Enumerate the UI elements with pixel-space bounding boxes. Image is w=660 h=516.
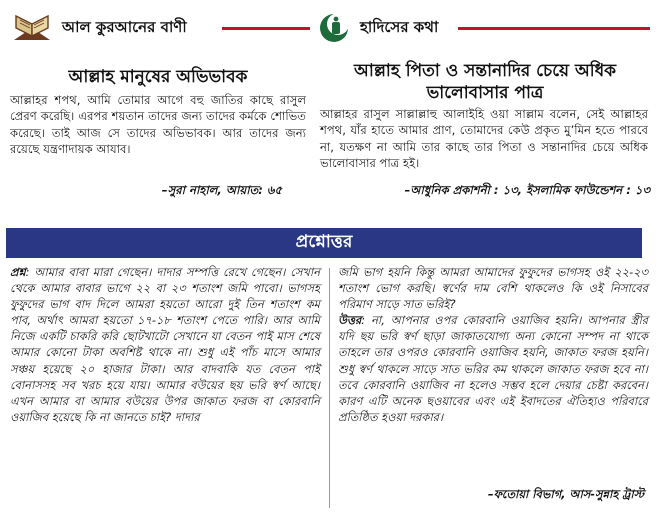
hadith-section-header [316,6,656,46]
hadith-crescent-icon [316,10,352,44]
hadith-article-body: আল্লাহর রাসুল সাল্লাল্লাহু আলাইহি ওয়া সাল্লাম বলেন, সেই আল্লাহর শপথ, যাঁর হাতে আমার প্রাণ, তোমাদের কেউ প্রকৃত মু’মিন হতে পারবে না, যতক্ষণ না আমি তার কাছে তার পিতা ও সন্তানাদির চেয়ে অধিক ভালোবাসার পাত্র হই। [320,107,648,171]
quran-header-title: আল কুরআনের বাণী [62,18,187,36]
qa-answer-block [338,264,648,425]
question-text: : আমার বাবা মারা গেছেন। দাদার সম্পত্তি রেখে গেছেন। সেখান থেকে আমার বাবার ভাগে ২২ বা ২৩ শতাংশ জমি পাবো। ভাগসহ ফুফুদের ভাগ বাদ দিলে আমরা হয়তো আরো দুই তিন শতাংশ কম পাব, অর্থাৎ আমরা হয়তো ১৭-১৮ শতাংশ পেতে পারি। আর আমি নিজে একটি চাকরি করি ছোটখাটো সেখানে যা বেতন পাই মাস শেষে আমার কোনো টাকা অবশিষ্ট থাকে না। শুধু এই পাঁচ মাসে আমার সঞ্চয় হয়েছে ২০ হাজার টাকা। আর বাদবাকি যত বেতন পাই বোনাসসহ সব খরচ হয়ে যায়। আমার বউয়ের ছয় ভরি স্বর্ণ আছে। এখন আমার বা আমার বউয়ের উপর জাকাত ফরজ বা কোরবানি ওয়াজিব হয়েছে কি না জানতে চাই? দাদার [10,265,320,424]
quran-header-rule [222,27,310,30]
quran-section-header [6,6,312,46]
hadith-article-title: আল্লাহ পিতা ও সন্তানাদির চেয়ে অধিক ভালোবাসার পাত্র [354,61,616,103]
quran-book-icon [10,10,56,44]
quran-article-body: আল্লাহর শপথ, আমি তোমার আগে বহু জাতির কাছে রাসুল প্রেরণ করেছি। এরপর শয়তান তাদের জন্য তাদের কর্মকে শোভিত করেছে। তাই আজ সে তাদের অভিভাবক। আর তাদের জন্য রয়েছে যন্ত্রণাদায়ক আযাব। [10,93,306,157]
qa-question-block [10,264,320,425]
qa-banner-title: প্রশ্নোত্তর [295,232,353,252]
answer-label: উত্তর [338,313,362,328]
qa-source: –ফতোয়া বিভাগ, আস-সুন্নাহ ট্রাস্ট [487,487,644,501]
answer-text: : না, আপনার ওপর কোরবানি ওয়াজিব হয়নি। আপনার স্ত্রীর যদি ছয় ভরি স্বর্ণ ছাড়া জাকাতযোগ্য অন্য কোনো সম্পদ না থাকে তাহলে তার ওপরও কোরবানি ওয়াজিব হয়নি, জাকাত ফরজ হয়নি। শুধু স্বর্ণ থাকলে সাড়ে সাত ভরির কম থাকলে জাকাত ফরজ হবে না। তবে কোরবানি ওয়াজিব না হলেও সম্ভব হলে দেয়ার চেষ্টা করবেন। কারণ এটি অনেক ছওয়াবের এবং এই ইবাদতের ঐতিহ্যও পরিবারে প্রতিষ্ঠিত হওয়া দরকার। [338,313,648,424]
column-divider [329,268,330,508]
hadith-header-rule [458,27,650,30]
quran-article-title: আল্লাহ মানুষের অভিভাবক [68,67,248,87]
hadith-header-title: হাদিসের কথা [360,18,439,36]
question-continuation: জমি ভাগ হয়নি কিন্তু আমরা আমাদের ফুফুদের ভাগসহ ওই ২২-২৩ শতাংশ ভোগ করছি। স্বর্ণের দাম বেশি থাকলেও কি ওই নিসাবের পরিমাণ সাড়ে সাত ভরিই? [338,265,648,312]
qa-section-banner [6,228,642,258]
quran-source: –সুরা নাহাল, আয়াত: ৬৫ [161,183,282,197]
question-label: প্রশ্ন [10,265,26,279]
hadith-source: –আধুনিক প্রকাশনী : ১৩, ইসলামিক ফাউন্ডেশন : ১৩ [404,183,650,197]
